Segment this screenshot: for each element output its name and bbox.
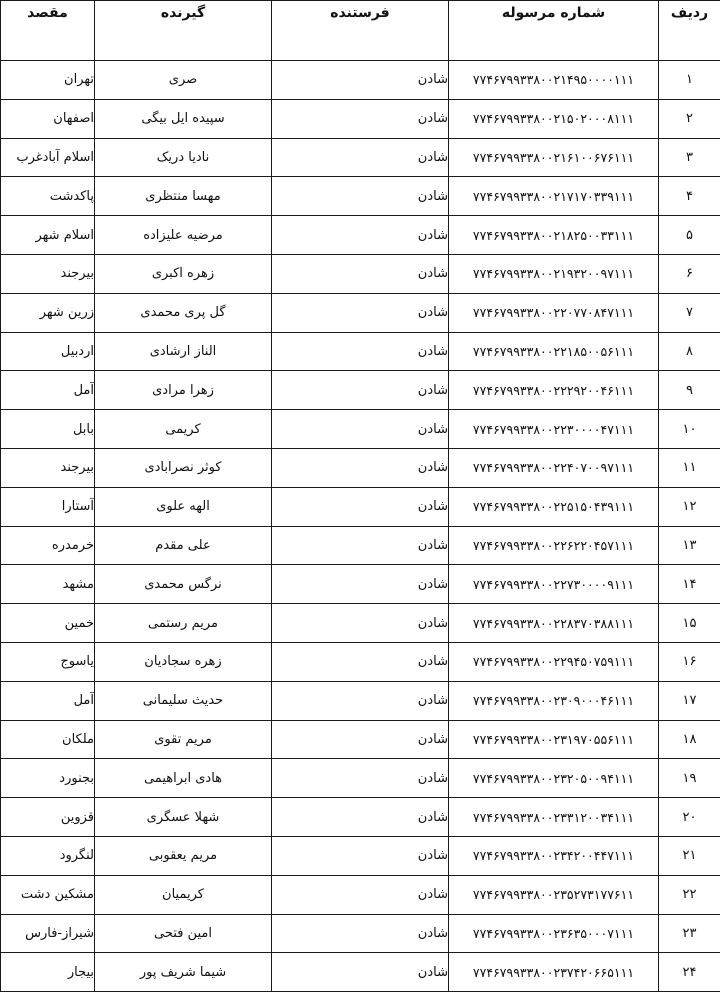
sender-cell: شادن — [272, 138, 449, 177]
sender-cell: شادن — [272, 61, 449, 100]
row-number-cell: ۶ — [659, 254, 720, 293]
tracking-number-cell: ۷۷۴۶۷۹۹۳۳۸۰۰۲۲۸۳۷۰۳۸۸۱۱۱ — [449, 604, 659, 643]
table-body — [1, 61, 720, 992]
row-number-cell: ۱۷ — [659, 681, 720, 720]
tracking-number-cell: ۷۷۴۶۷۹۹۳۳۸۰۰۲۳۲۰۵۰۰۹۴۱۱۱ — [449, 759, 659, 798]
row-number-cell: ۲ — [659, 99, 720, 138]
row-number-cell: ۱۸ — [659, 720, 720, 759]
header-row — [1, 1, 720, 61]
sender-cell: شادن — [272, 448, 449, 487]
row-number-cell: ۲۴ — [659, 953, 720, 992]
destination-cell: آستارا — [1, 487, 95, 526]
sender-cell: شادن — [272, 410, 449, 449]
table-row — [1, 487, 720, 526]
table-row — [1, 914, 720, 953]
receiver-cell: کریمی — [95, 410, 272, 449]
row-number-cell: ۲۰ — [659, 798, 720, 837]
destination-cell: بیرجند — [1, 254, 95, 293]
row-number-cell: ۱۵ — [659, 604, 720, 643]
destination-cell: بیرجند — [1, 448, 95, 487]
destination-cell: آمل — [1, 681, 95, 720]
tracking-number-cell: ۷۷۴۶۷۹۹۳۳۸۰۰۲۳۵۲۷۳۱۷۷۶۱۱ — [449, 875, 659, 914]
tracking-number-cell: ۷۷۴۶۷۹۹۳۳۸۰۰۲۲۲۹۲۰۰۴۶۱۱۱ — [449, 371, 659, 410]
row-number-cell: ۴ — [659, 177, 720, 216]
sender-cell: شادن — [272, 99, 449, 138]
receiver-cell: سپیده ایل بیگی — [95, 99, 272, 138]
destination-cell: لنگرود — [1, 836, 95, 875]
destination-cell: مشهد — [1, 565, 95, 604]
destination-cell: شیراز-فارس — [1, 914, 95, 953]
table-row — [1, 61, 720, 100]
receiver-cell: کریمیان — [95, 875, 272, 914]
table-row — [1, 953, 720, 992]
tracking-number-cell: ۷۷۴۶۷۹۹۳۳۸۰۰۲۱۴۹۵۰۰۰۰۱۱۱ — [449, 61, 659, 100]
row-number-cell: ۱۶ — [659, 642, 720, 681]
receiver-cell: امین فتحی — [95, 914, 272, 953]
receiver-cell: مریم یعقوبی — [95, 836, 272, 875]
receiver-cell: زهره سجادیان — [95, 642, 272, 681]
table-row — [1, 371, 720, 410]
tracking-number-cell: ۷۷۴۶۷۹۹۳۳۸۰۰۲۲۷۳۰۰۰۰۹۱۱۱ — [449, 565, 659, 604]
receiver-cell: صری — [95, 61, 272, 100]
destination-cell: آمل — [1, 371, 95, 410]
tracking-number-cell: ۷۷۴۶۷۹۹۳۳۸۰۰۲۲۴۰۷۰۰۹۷۱۱۱ — [449, 448, 659, 487]
row-number-cell: ۸ — [659, 332, 720, 371]
sender-cell: شادن — [272, 254, 449, 293]
row-number-cell: ۱۹ — [659, 759, 720, 798]
table-header — [1, 1, 720, 61]
tracking-number-cell: ۷۷۴۶۷۹۹۳۳۸۰۰۲۲۵۱۵۰۴۳۹۱۱۱ — [449, 487, 659, 526]
destination-cell: بابل — [1, 410, 95, 449]
receiver-cell: گل پری محمدی — [95, 293, 272, 332]
table-row — [1, 216, 720, 255]
receiver-cell: زهرا مرادی — [95, 371, 272, 410]
destination-cell: یاسوج — [1, 642, 95, 681]
sender-cell: شادن — [272, 604, 449, 643]
row-number-cell: ۳ — [659, 138, 720, 177]
destination-cell: بجنورد — [1, 759, 95, 798]
destination-cell: اسلام شهر — [1, 216, 95, 255]
receiver-cell: شیما شریف پور — [95, 953, 272, 992]
destination-cell: بیجار — [1, 953, 95, 992]
row-number-cell: ۲۲ — [659, 875, 720, 914]
sender-cell: شادن — [272, 565, 449, 604]
table-row — [1, 254, 720, 293]
receiver-cell: مریم رستمی — [95, 604, 272, 643]
table-row — [1, 875, 720, 914]
sender-cell: شادن — [272, 332, 449, 371]
row-number-cell: ۵ — [659, 216, 720, 255]
row-number-cell: ۱۳ — [659, 526, 720, 565]
table-row — [1, 526, 720, 565]
header-receiver: گیرنده — [95, 1, 272, 61]
sender-cell: شادن — [272, 953, 449, 992]
row-number-cell: ۱۰ — [659, 410, 720, 449]
tracking-number-cell: ۷۷۴۶۷۹۹۳۳۸۰۰۲۲۳۰۰۰۰۴۷۱۱۱ — [449, 410, 659, 449]
tracking-number-cell: ۷۷۴۶۷۹۹۳۳۸۰۰۲۲۹۴۵۰۷۵۹۱۱۱ — [449, 642, 659, 681]
tracking-number-cell: ۷۷۴۶۷۹۹۳۳۸۰۰۲۳۳۱۲۰۰۳۴۱۱۱ — [449, 798, 659, 837]
sender-cell: شادن — [272, 526, 449, 565]
table-row — [1, 681, 720, 720]
row-number-cell: ۲۳ — [659, 914, 720, 953]
sender-cell: شادن — [272, 642, 449, 681]
sender-cell: شادن — [272, 216, 449, 255]
sender-cell: شادن — [272, 875, 449, 914]
sender-cell: شادن — [272, 720, 449, 759]
destination-cell: پاکدشت — [1, 177, 95, 216]
header-sender: فرستنده — [272, 1, 449, 61]
receiver-cell: علی مقدم — [95, 526, 272, 565]
receiver-cell: حدیث سلیمانی — [95, 681, 272, 720]
receiver-cell: زهره اکبری — [95, 254, 272, 293]
tracking-number-cell: ۷۷۴۶۷۹۹۳۳۸۰۰۲۲۶۲۲۰۴۵۷۱۱۱ — [449, 526, 659, 565]
sender-cell: شادن — [272, 293, 449, 332]
tracking-number-cell: ۷۷۴۶۷۹۹۳۳۸۰۰۲۳۴۲۰۰۴۴۷۱۱۱ — [449, 836, 659, 875]
destination-cell: اصفهان — [1, 99, 95, 138]
tracking-number-cell: ۷۷۴۶۷۹۹۳۳۸۰۰۲۳۱۹۷۰۵۵۶۱۱۱ — [449, 720, 659, 759]
destination-cell: خرمدره — [1, 526, 95, 565]
tracking-number-cell: ۷۷۴۶۷۹۹۳۳۸۰۰۲۱۷۱۷۰۳۳۹۱۱۱ — [449, 177, 659, 216]
tracking-number-cell: ۷۷۴۶۷۹۹۳۳۸۰۰۲۳۰۹۰۰۰۴۶۱۱۱ — [449, 681, 659, 720]
sender-cell: شادن — [272, 371, 449, 410]
table-row — [1, 99, 720, 138]
tracking-number-cell: ۷۷۴۶۷۹۹۳۳۸۰۰۲۱۸۲۵۰۰۳۳۱۱۱ — [449, 216, 659, 255]
row-number-cell: ۱ — [659, 61, 720, 100]
table-row — [1, 410, 720, 449]
header-tracking-number: شماره مرسوله — [449, 1, 659, 61]
receiver-cell: نادیا دریک — [95, 138, 272, 177]
header-destination: مقصد — [1, 1, 95, 61]
tracking-number-cell: ۷۷۴۶۷۹۹۳۳۸۰۰۲۳۷۴۲۰۶۶۵۱۱۱ — [449, 953, 659, 992]
sender-cell: شادن — [272, 836, 449, 875]
row-number-cell: ۷ — [659, 293, 720, 332]
receiver-cell: الهه علوی — [95, 487, 272, 526]
sender-cell: شادن — [272, 487, 449, 526]
table-row — [1, 604, 720, 643]
receiver-cell: هادی ابراهیمی — [95, 759, 272, 798]
row-number-cell: ۹ — [659, 371, 720, 410]
receiver-cell: مهسا منتظری — [95, 177, 272, 216]
receiver-cell: نرگس محمدی — [95, 565, 272, 604]
destination-cell: تهران — [1, 61, 95, 100]
table-row — [1, 836, 720, 875]
tracking-number-cell: ۷۷۴۶۷۹۹۳۳۸۰۰۲۱۶۱۰۰۶۷۶۱۱۱ — [449, 138, 659, 177]
table-row — [1, 177, 720, 216]
receiver-cell: الناز ارشادی — [95, 332, 272, 371]
destination-cell: اردبیل — [1, 332, 95, 371]
receiver-cell: کوثر نصرابادی — [95, 448, 272, 487]
table-row — [1, 798, 720, 837]
table-row — [1, 642, 720, 681]
table-row — [1, 759, 720, 798]
tracking-number-cell: ۷۷۴۶۷۹۹۳۳۸۰۰۲۲۱۸۵۰۰۵۶۱۱۱ — [449, 332, 659, 371]
header-row-number: ردیف — [659, 1, 720, 61]
row-number-cell: ۱۱ — [659, 448, 720, 487]
table-row — [1, 138, 720, 177]
sender-cell: شادن — [272, 798, 449, 837]
sender-cell: شادن — [272, 914, 449, 953]
tracking-number-cell: ۷۷۴۶۷۹۹۳۳۸۰۰۲۲۰۷۷۰۸۴۷۱۱۱ — [449, 293, 659, 332]
table-row — [1, 332, 720, 371]
destination-cell: قزوین — [1, 798, 95, 837]
destination-cell: خمین — [1, 604, 95, 643]
table-row — [1, 448, 720, 487]
destination-cell: ملکان — [1, 720, 95, 759]
row-number-cell: ۱۴ — [659, 565, 720, 604]
table-row — [1, 720, 720, 759]
table-row — [1, 565, 720, 604]
receiver-cell: مریم تقوی — [95, 720, 272, 759]
sender-cell: شادن — [272, 759, 449, 798]
sender-cell: شادن — [272, 681, 449, 720]
destination-cell: اسلام آبادغرب — [1, 138, 95, 177]
row-number-cell: ۱۲ — [659, 487, 720, 526]
receiver-cell: شهلا عسگری — [95, 798, 272, 837]
table-row — [1, 293, 720, 332]
tracking-number-cell: ۷۷۴۶۷۹۹۳۳۸۰۰۲۳۶۳۵۰۰۰۷۱۱۱ — [449, 914, 659, 953]
sender-cell: شادن — [272, 177, 449, 216]
tracking-number-cell: ۷۷۴۶۷۹۹۳۳۸۰۰۲۱۹۳۲۰۰۹۷۱۱۱ — [449, 254, 659, 293]
tracking-number-cell: ۷۷۴۶۷۹۹۳۳۸۰۰۲۱۵۰۲۰۰۰۸۱۱۱ — [449, 99, 659, 138]
destination-cell: مشکین دشت — [1, 875, 95, 914]
receiver-cell: مرضیه علیزاده — [95, 216, 272, 255]
row-number-cell: ۲۱ — [659, 836, 720, 875]
destination-cell: زرین شهر — [1, 293, 95, 332]
